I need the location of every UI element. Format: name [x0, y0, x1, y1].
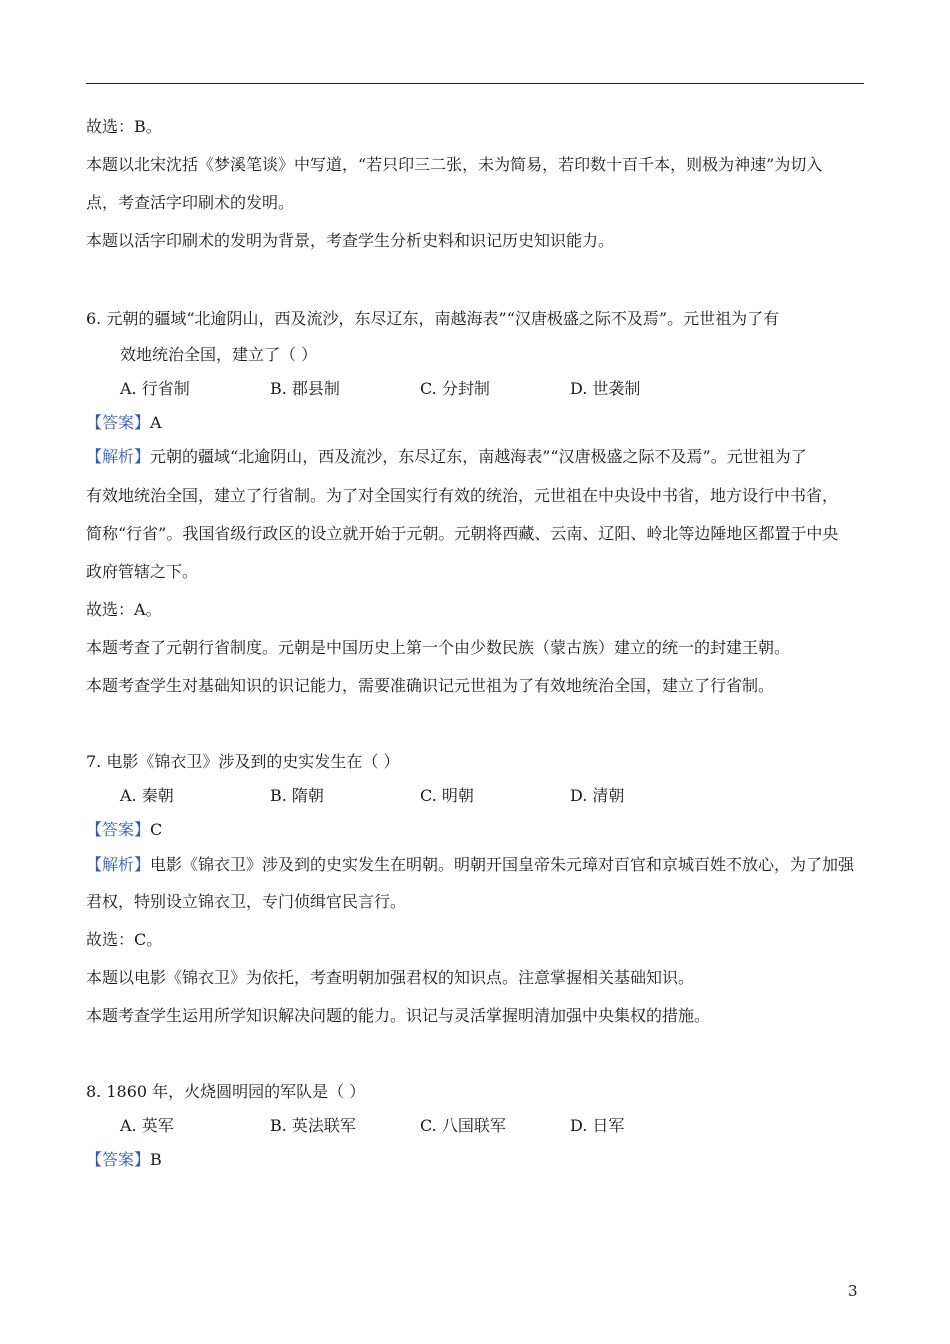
q6-explain-line-3: 简称“行省”。我国省级行政区的设立就开始于元朝。元朝将西藏、云南、辽阳、岭北等边陲地区都置于中央: [86, 524, 839, 543]
q8-option-b: B. 英法联军: [270, 1116, 356, 1135]
q7-option-a: A. 秦朝: [120, 786, 174, 805]
prev-analysis-line-3: 本题以活字印刷术的发明为背景，考查学生分析史料和识记历史知识能力。: [86, 231, 615, 250]
q6-answer-tag: 【答案】: [86, 413, 151, 432]
q7-explain-line-1: [86, 855, 854, 875]
header-rule: [86, 83, 864, 84]
q7-option-b: B. 隋朝: [270, 786, 324, 805]
q8-answer-tag: 【答案】: [86, 1150, 151, 1169]
q6-explain-tag: 【解析】: [86, 447, 151, 466]
page-number: 3: [848, 1282, 858, 1300]
q6-explain-line-2: 有效地统治全国，建立了行省制。为了对全国实行有效的统治，元世祖在中央设中书省，地方设行中书省，: [86, 486, 839, 505]
q6-option-d: D. 世袭制: [570, 379, 641, 398]
prev-analysis-line-2: 点，考查活字印刷术的发明。: [86, 193, 295, 212]
q7-option-c: C. 明朝: [420, 786, 474, 805]
q6-note-line-1: 本题考查了元朝行省制度。元朝是中国历史上第一个由少数民族（蒙古族）建立的统一的封建王朝。: [86, 638, 791, 657]
q6-select: 故选：A。: [86, 600, 162, 619]
q7-note-line-2: 本题考查学生运用所学知识解决问题的能力。识记与灵活掌握明清加强中央集权的措施。: [86, 1006, 711, 1025]
q8-answer-value: B: [150, 1150, 162, 1169]
q6-note-line-2: 本题考查学生对基础知识的识记能力，需要准确识记元世祖为了有效地统治全国，建立了行省制。: [86, 676, 775, 695]
q7-explain-line-2: 君权，特别设立锦衣卫，专门侦缉官民言行。: [86, 892, 407, 911]
q7-explain-tag: 【解析】: [86, 855, 151, 874]
q7-select: 故选：C。: [86, 930, 163, 949]
q7-stem-line-1: 7. 电影《锦衣卫》涉及到的史实发生在（ ）: [86, 752, 400, 771]
prev-analysis-line-1: 本题以北宋沈括《梦溪笔谈》中写道，“若只印三二张，未为简易，若印数十百千本，则极为神速”为切入: [86, 155, 823, 174]
q8-stem-line-1: 8. 1860 年，火烧圆明园的军队是（ ）: [86, 1082, 366, 1101]
q6-explain-line-1: [86, 447, 807, 467]
prev-select: 故选：B。: [86, 117, 162, 136]
q8-option-a: A. 英军: [120, 1116, 174, 1135]
q8-answer: [86, 1150, 162, 1170]
q7-answer-tag: 【答案】: [86, 820, 151, 839]
q6-explain-text-1: 元朝的疆域“北逾阴山，西及流沙，东尽辽东，南越海表”“汉唐极盛之际不及焉”。元世祖为了: [150, 447, 807, 466]
q6-stem-line-1: 6. 元朝的疆域“北逾阴山，西及流沙，东尽辽东，南越海表”“汉唐极盛之际不及焉”。元世祖为了有: [86, 309, 780, 328]
q8-option-c: C. 八国联军: [420, 1116, 506, 1135]
q6-stem-line-2: 效地统治全国，建立了（ ）: [120, 345, 318, 364]
q8-option-d: D. 日军: [570, 1116, 625, 1135]
q6-answer: [86, 413, 162, 433]
q6-answer-value: A: [150, 413, 162, 432]
q7-option-d: D. 清朝: [570, 786, 625, 805]
q6-option-c: C. 分封制: [420, 379, 490, 398]
q7-note-line-1: 本题以电影《锦衣卫》为依托，考查明朝加强君权的知识点。注意掌握相关基础知识。: [86, 968, 695, 987]
q6-option-a: A. 行省制: [120, 379, 190, 398]
q6-explain-line-4: 政府管辖之下。: [86, 562, 199, 581]
q7-answer-value: C: [150, 820, 163, 839]
q7-answer: [86, 820, 162, 840]
q7-explain-text-1: 电影《锦衣卫》涉及到的史实发生在明朝。明朝开国皇帝朱元璋对百官和京城百姓不放心，为了加强: [150, 855, 855, 874]
q6-option-b: B. 郡县制: [270, 379, 340, 398]
